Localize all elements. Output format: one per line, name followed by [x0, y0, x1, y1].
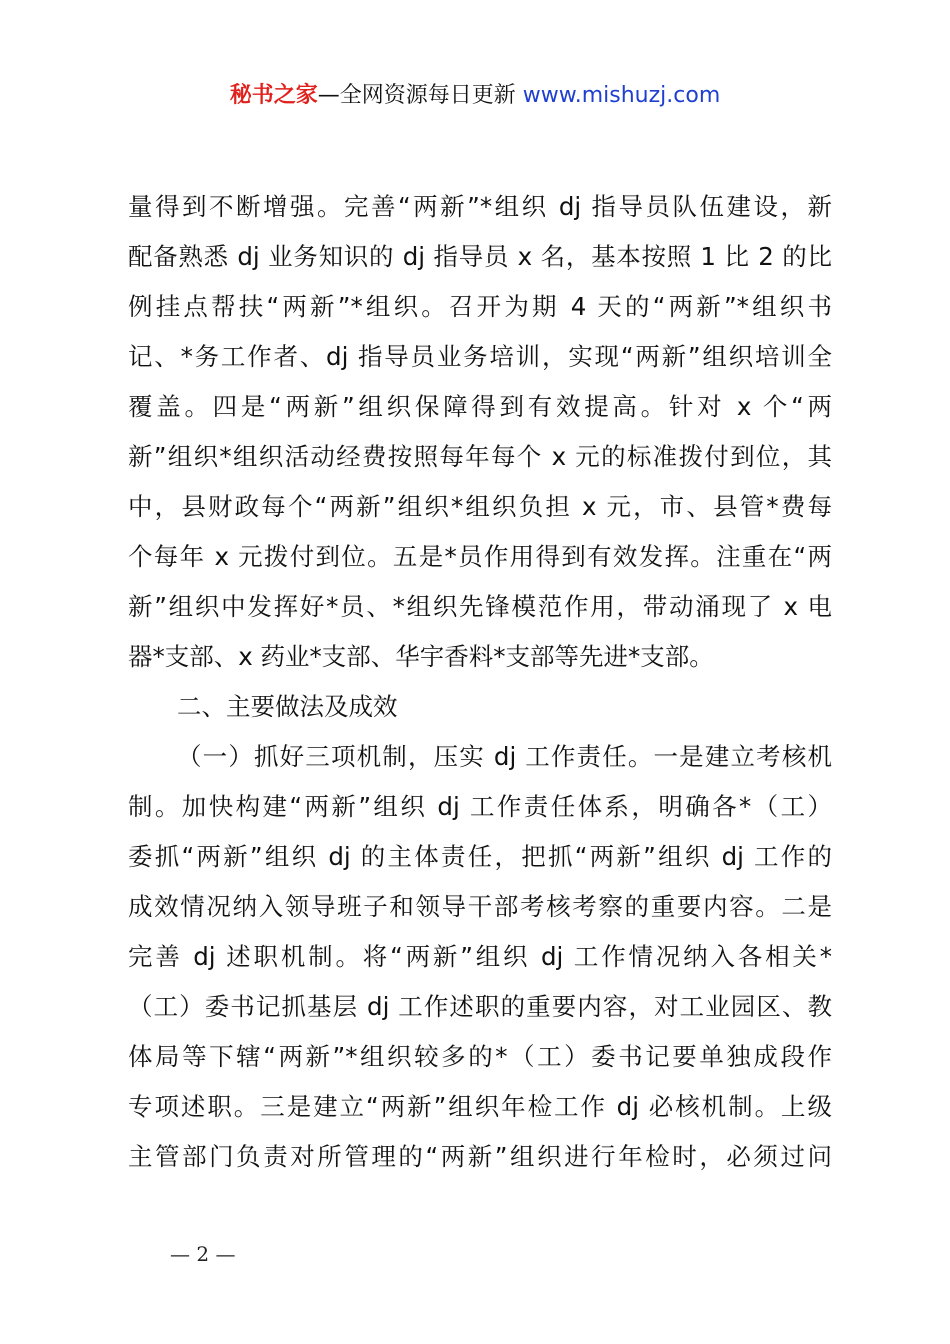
text-line: 器*支部、x 药业*支部、华宇香料*支部等先进*支部。: [128, 642, 714, 671]
text-line: 体局等下辖“两新”*组织较多的*（工）委书记要单独成段作: [128, 1042, 832, 1071]
text-line: 主管部门负责对所管理的“两新”组织进行年检时，必须过问: [128, 1142, 832, 1171]
text-line: 量得到不断增强。完善“两新”*组织 dj 指导员队伍建设，新: [128, 192, 832, 221]
text-line: 新”组织*组织活动经费按照每年每个 x 元的标准拨付到位，其: [128, 442, 832, 471]
text-line: 委抓“两新”组织 dj 的主体责任，把抓“两新”组织 dj 工作的: [128, 842, 832, 871]
text-line: 新”组织中发挥好*员、*组织先锋模范作用，带动涌现了 x 电: [128, 592, 832, 621]
page-number: — 2 —: [170, 1242, 236, 1266]
brand-name: 秘书之家: [229, 83, 318, 108]
page-header: [0, 80, 950, 112]
text-line: 覆盖。四是“两新”组织保障得到有效提高。针对 x 个“两: [128, 392, 832, 421]
text-line: （一）抓好三项机制，压实 dj 工作责任。一是建立考核机: [177, 742, 832, 771]
text-line: 个每年 x 元拨付到位。五是*员作用得到有效发挥。注重在“两: [128, 542, 832, 571]
text-line: 成效情况纳入领导班子和领导干部考核考察的重要内容。二是: [128, 892, 832, 921]
text-line: 例挂点帮扶“两新”*组织。召开为期 4 天的“两新”*组织书: [128, 292, 832, 321]
text-line: 完善 dj 述职机制。将“两新”组织 dj 工作情况纳入各相关*: [128, 942, 832, 971]
text-line: （工）委书记抓基层 dj 工作述职的重要内容，对工业园区、教: [128, 992, 832, 1021]
header-tagline: —全网资源每日更新: [317, 83, 516, 108]
text-line: 中，县财政每个“两新”组织*组织负担 x 元，市、县管*费每: [128, 492, 832, 521]
document-body: [128, 182, 832, 1182]
text-line: 记、*务工作者、dj 指导员业务培训，实现“两新”组织培训全: [128, 342, 832, 371]
text-line: 专项述职。三是建立“两新”组织年检工作 dj 必核机制。上级: [128, 1092, 832, 1121]
text-line: 制。加快构建“两新”组织 dj 工作责任体系，明确各*（工）: [128, 792, 832, 821]
header-url[interactable]: www.mishuzj.com: [522, 83, 721, 108]
section-heading: 二、主要做法及成效: [177, 692, 398, 721]
text-line: 配备熟悉 dj 业务知识的 dj 指导员 x 名，基本按照 1 比 2 的比: [128, 242, 832, 271]
